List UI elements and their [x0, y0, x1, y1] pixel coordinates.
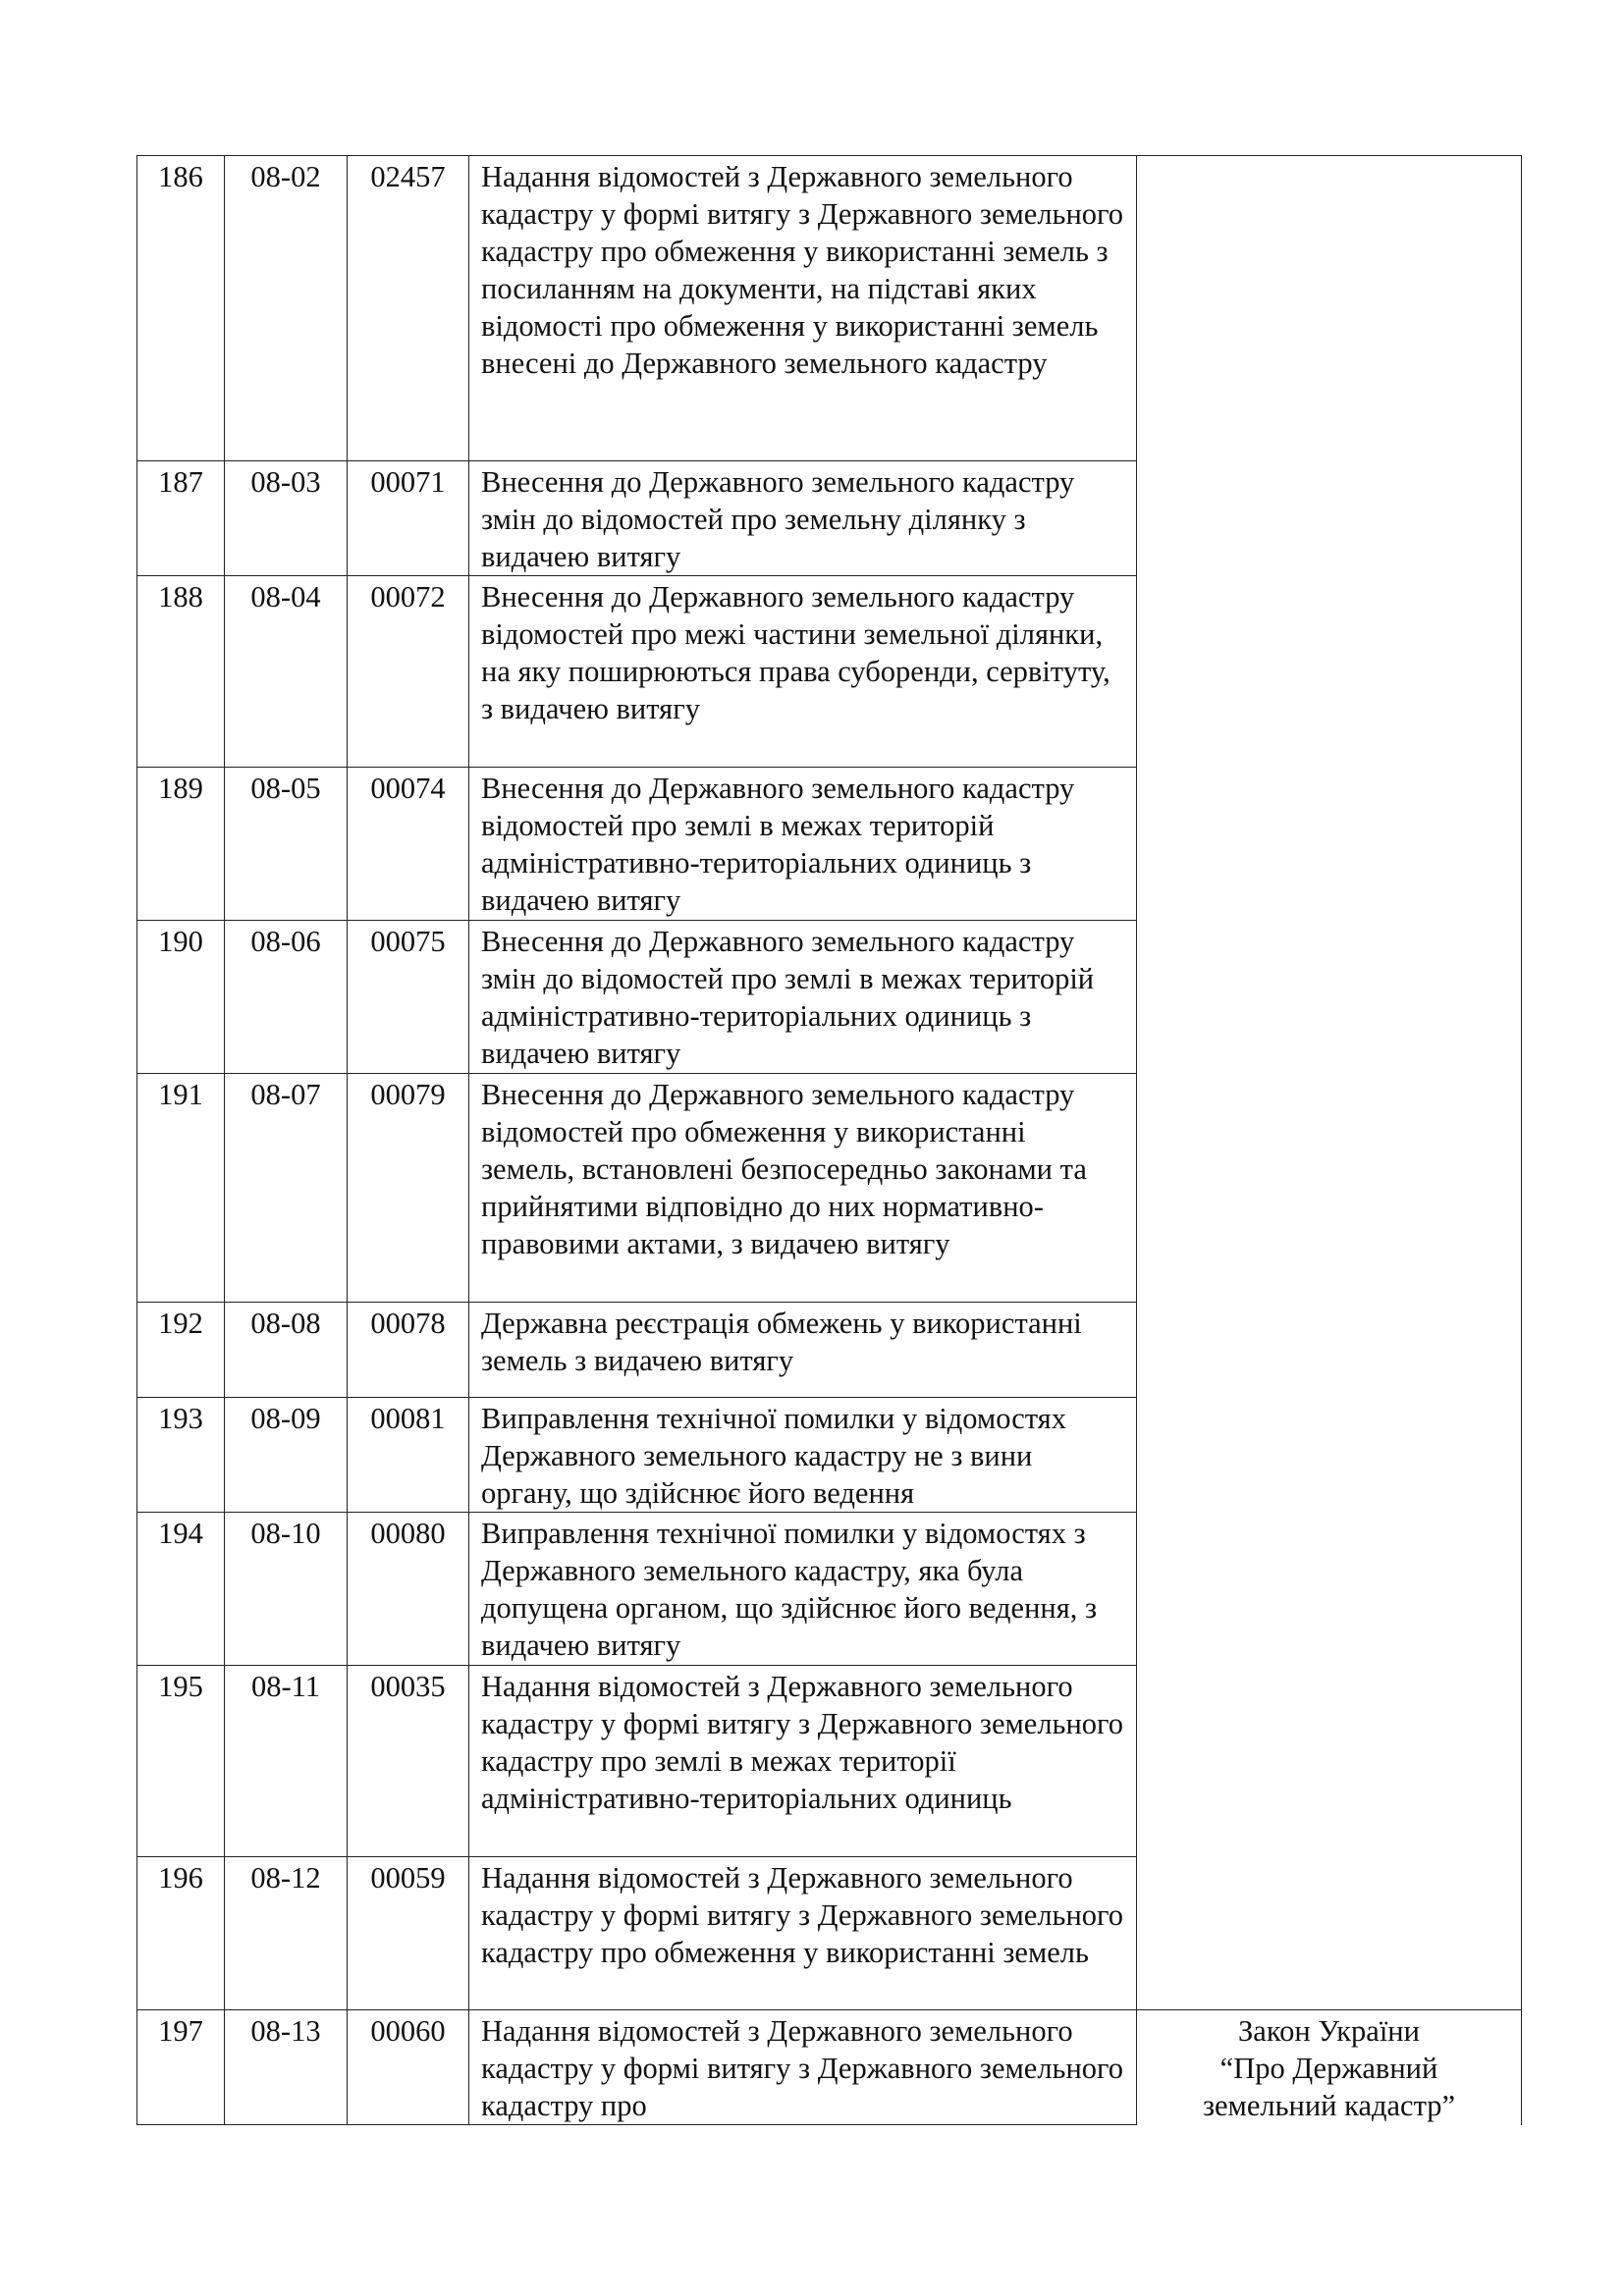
row-code: 08-10 — [225, 1513, 348, 1666]
row-service-id: 00071 — [348, 461, 469, 576]
row-number: 195 — [137, 1666, 225, 1857]
row-number: 187 — [137, 461, 225, 576]
row-number: 193 — [137, 1398, 225, 1513]
row-number: 196 — [137, 1857, 225, 2010]
row-service-id: 00060 — [348, 2010, 469, 2125]
row-description: Надання відомостей з Державного земельного кадастру у формі витягу з Державного земельного кадастру про землі в межах території адміністративно-територіальних одиниць — [469, 1666, 1137, 1857]
row-code: 08-05 — [225, 768, 348, 921]
row-description: Виправлення технічної помилки у відомостях Державного земельного кадастру не з вини органу, що здійснює його ведення — [469, 1398, 1137, 1513]
row-code: 08-04 — [225, 576, 348, 768]
row-description: Надання відомостей з Державного земельного кадастру у формі витягу з Державного земельного кадастру про обмеження у використанні земель з посиланням на документи, на підставі яких відомості про обмеження у використанні земель внесені до Державного земельного кадастру — [469, 156, 1137, 461]
law-title-line: Закон України — [1238, 2014, 1420, 2048]
row-code: 08-07 — [225, 1074, 348, 1303]
row-code: 08-11 — [225, 1666, 348, 1857]
row-description: Надання відомостей з Державного земельного кадастру у формі витягу з Державного земельного кадастру про обмеження у використанні земель — [469, 1857, 1137, 2010]
row-description: Внесення до Державного земельного кадастру відомостей про обмеження у використанні земель, встановлені безпосередньо законами та прийнятими відповідно до них нормативно-правовими актами, з видачею витягу — [469, 1074, 1137, 1303]
row-number: 186 — [137, 156, 225, 461]
row-number: 191 — [137, 1074, 225, 1303]
row-service-id: 00072 — [348, 576, 469, 768]
row-service-id: 02457 — [348, 156, 469, 461]
row-description: Внесення до Державного земельного кадастру відомостей про землі в межах територій адміністративно-територіальних одиниць з видачею витягу — [469, 768, 1137, 921]
row-code: 08-12 — [225, 1857, 348, 2010]
legal-basis-cell — [1137, 156, 1522, 2010]
row-description: Внесення до Державного земельного кадастру змін до відомостей про земельну ділянку з видачею витягу — [469, 461, 1137, 576]
row-service-id: 00081 — [348, 1398, 469, 1513]
row-description: Державна реєстрація обмежень у використанні земель з видачею витягу — [469, 1303, 1137, 1398]
services-table — [136, 155, 1522, 2125]
row-service-id: 00074 — [348, 768, 469, 921]
row-service-id: 00078 — [348, 1303, 469, 1398]
row-code: 08-06 — [225, 921, 348, 1074]
row-service-id: 00079 — [348, 1074, 469, 1303]
row-service-id: 00035 — [348, 1666, 469, 1857]
row-description: Внесення до Державного земельного кадастру змін до відомостей про землі в межах територій адміністративно-територіальних одиниць з видачею витягу — [469, 921, 1137, 1074]
legal-basis-cell — [1137, 2010, 1522, 2125]
row-description: Виправлення технічної помилки у відомостях з Державного земельного кадастру, яка була допущена органом, що здійснює його ведення, з видачею витягу — [469, 1513, 1137, 1666]
row-number: 192 — [137, 1303, 225, 1398]
row-number: 197 — [137, 2010, 225, 2125]
row-service-id: 00080 — [348, 1513, 469, 1666]
row-service-id: 00059 — [348, 1857, 469, 2010]
row-number: 190 — [137, 921, 225, 1074]
row-code: 08-08 — [225, 1303, 348, 1398]
row-code: 08-13 — [225, 2010, 348, 2125]
table-row — [137, 2010, 1522, 2125]
table-row — [137, 156, 1522, 461]
row-number: 188 — [137, 576, 225, 768]
row-service-id: 00075 — [348, 921, 469, 1074]
row-code: 08-03 — [225, 461, 348, 576]
law-title-line: “Про Державний — [1219, 2052, 1438, 2085]
row-description: Надання відомостей з Державного земельного кадастру у формі витягу з Державного земельного кадастру про — [469, 2010, 1137, 2125]
row-code: 08-02 — [225, 156, 348, 461]
row-description: Внесення до Державного земельного кадастру відомостей про межі частини земельної ділянки, на яку поширюються права суборенди, сервітуту, з видачею витягу — [469, 576, 1137, 768]
row-code: 08-09 — [225, 1398, 348, 1513]
row-number: 189 — [137, 768, 225, 921]
law-title-line: земельний кадастр” — [1202, 2089, 1456, 2122]
row-number: 194 — [137, 1513, 225, 1666]
